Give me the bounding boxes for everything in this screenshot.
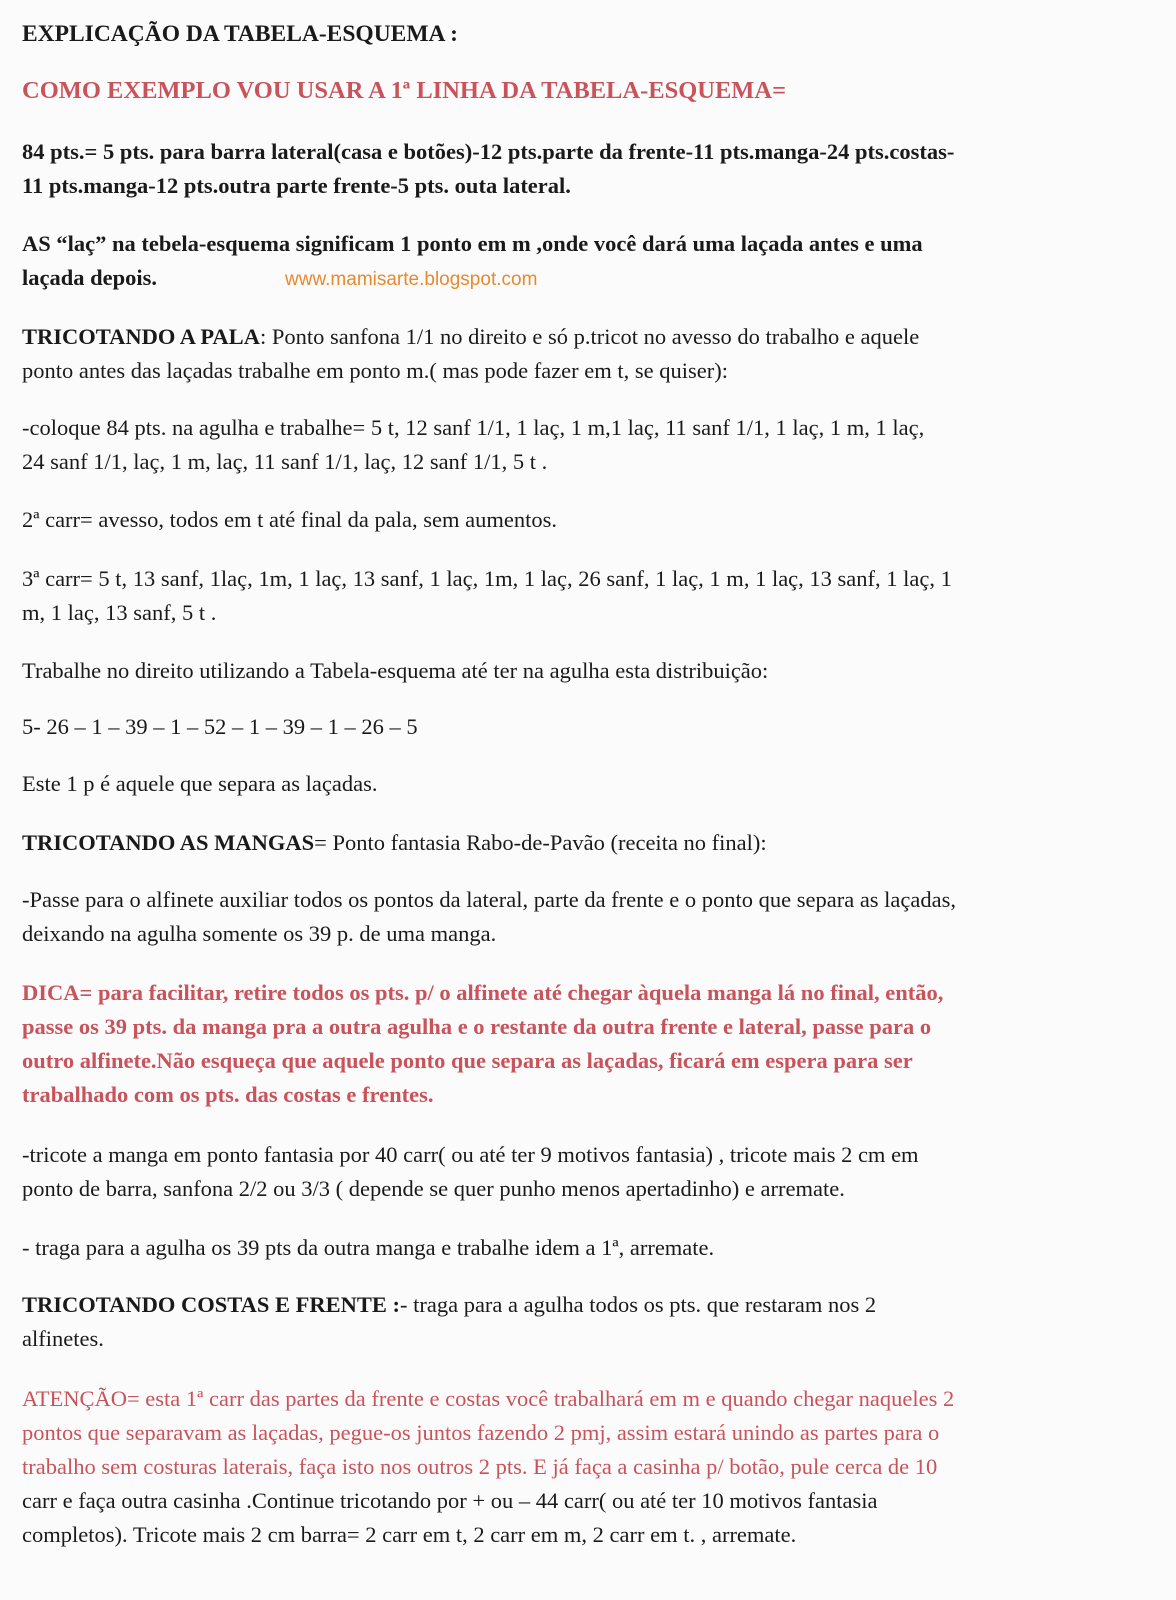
lac-note-line-text: laçada depois. — [22, 265, 158, 290]
atencao-paragraph — [22, 1382, 1142, 1552]
pala-line — [22, 320, 1142, 354]
dica-paragraph — [22, 976, 1142, 1112]
carr2-paragraph: 2ª carr= avesso, todos em t até final da pala, sem aumentos. — [22, 507, 557, 532]
atencao-line: pontos que separavam as laçadas, pegue-os juntos fazendo 2 pmj, assim estará unindo as partes para o — [22, 1420, 940, 1445]
intro-line: 11 pts.manga-12 pts.outra parte frente-5 pts. outa lateral. — [22, 173, 571, 198]
costas-line — [22, 1288, 1142, 1322]
atencao-line: trabalho sem costuras laterais, faça isto nos outros 2 pts. E já faça a casinha p/ botão, pule cerca de 10 — [22, 1454, 938, 1479]
tricote-manga-line: ponto de barra, sanfona 2/2 ou 3/3 ( depende se quer punho menos apertadinho) e arremate. — [22, 1176, 845, 1201]
example-heading: COMO EXEMPLO VOU USAR A 1ª LINHA DA TABELA-ESQUEMA= — [22, 77, 787, 104]
passe-line: deixando na agulha somente os 39 p. de uma manga. — [22, 921, 497, 946]
coloque-paragraph — [22, 411, 1142, 479]
pala-heading: TRICOTANDO A PALA — [22, 324, 260, 349]
mangas-heading: TRICOTANDO AS MANGAS — [22, 830, 315, 855]
atencao-line: completos). Tricote mais 2 cm barra= 2 carr em t, 2 carr em m, 2 carr em t. , arremate. — [22, 1522, 797, 1547]
tricote-manga-paragraph — [22, 1138, 1142, 1206]
lac-note-paragraph — [22, 227, 1142, 297]
document-title: EXPLICAÇÃO DA TABELA-ESQUEMA : — [22, 21, 458, 47]
tricote-manga-line: -tricote a manga em ponto fantasia por 40 carr( ou até ter 9 motivos fantasia) , tricote mais 2 cm em — [22, 1142, 919, 1167]
intro-line: 84 pts.= 5 pts. para barra lateral(casa e botões)-12 pts.parte da frente-11 pts.manga-24 pts.costas- — [22, 139, 955, 164]
trabalhe-paragraph: Trabalhe no direito utilizando a Tabela-esquema até ter na agulha esta distribuição: — [22, 658, 769, 683]
distribution-line: 5- 26 – 1 – 39 – 1 – 52 – 1 – 39 – 1 – 26 – 5 — [22, 714, 418, 739]
mangas-paragraph — [22, 826, 1142, 860]
dica-line: outro alfinete.Não esqueça que aquele ponto que separa as laçadas, ficará em espera para ser — [22, 1048, 913, 1073]
costas-heading: TRICOTANDO COSTAS E FRENTE : — [22, 1292, 400, 1317]
lac-note-line: AS “laç” na tebela-esquema significam 1 ponto em m ,onde você dará uma laçada antes e uma — [22, 231, 923, 256]
passe-line: -Passe para o alfinete auxiliar todos os pontos da lateral, parte da frente e o ponto que separa as laçadas, — [22, 887, 957, 912]
blog-url-link[interactable]: www.mamisarte.blogspot.com — [285, 269, 538, 290]
pala-line-text: : Ponto sanfona 1/1 no direito e só p.tricot no avesso do trabalho e aquele — [259, 324, 920, 349]
carr3-line: m, 1 laç, 13 sanf, 5 t . — [22, 600, 217, 625]
lac-note-line — [22, 261, 1142, 297]
este-paragraph: Este 1 p é aquele que separa as laçadas. — [22, 771, 378, 796]
atencao-line: ATENÇÃO= esta 1ª carr das partes da frente e costas você trabalhará em m e quando chegar naqueles 2 — [22, 1386, 955, 1411]
mangas-text: = Ponto fantasia Rabo-de-Pavão (receita no final): — [314, 830, 767, 855]
costas-line: alfinetes. — [22, 1326, 104, 1351]
dica-line: DICA= para facilitar, retire todos os pts. p/ o alfinete até chegar àquela manga lá no final, então, — [22, 980, 944, 1005]
dica-line: trabalhado com os pts. das costas e frentes. — [22, 1082, 434, 1107]
atencao-line: carr e faça outra casinha .Continue tricotando por + ou – 44 carr( ou até ter 10 motivos fantasia — [22, 1488, 878, 1513]
dica-line: passe os 39 pts. da manga pra a outra agulha e o restante da outra frente e lateral, passe para o — [22, 1014, 932, 1039]
intro-paragraph — [22, 135, 1142, 203]
passe-paragraph — [22, 883, 1142, 951]
carr3-paragraph — [22, 562, 1142, 630]
pala-line: ponto antes das laçadas trabalhe em ponto m.( mas pode fazer em t, se quiser): — [22, 358, 729, 383]
carr3-line: 3ª carr= 5 t, 13 sanf, 1laç, 1m, 1 laç, 13 sanf, 1 laç, 1m, 1 laç, 26 sanf, 1 laç, 1 m, 1 laç, 13 sanf, 1 laç, 1 — [22, 566, 952, 591]
costas-line-text: - traga para a agulha todos os pts. que restaram nos 2 — [399, 1292, 877, 1317]
costas-paragraph — [22, 1288, 1142, 1356]
traga-paragraph: - traga para a agulha os 39 pts da outra manga e trabalhe idem a 1ª, arremate. — [22, 1235, 715, 1260]
coloque-line: 24 sanf 1/1, laç, 1 m, laç, 11 sanf 1/1, laç, 12 sanf 1/1, 5 t . — [22, 449, 548, 474]
pala-paragraph — [22, 320, 1142, 388]
coloque-line: -coloque 84 pts. na agulha e trabalhe= 5 t, 12 sanf 1/1, 1 laç, 1 m,1 laç, 11 sanf 1/1, 1 laç, 1 m, 1 laç, — [22, 415, 925, 440]
